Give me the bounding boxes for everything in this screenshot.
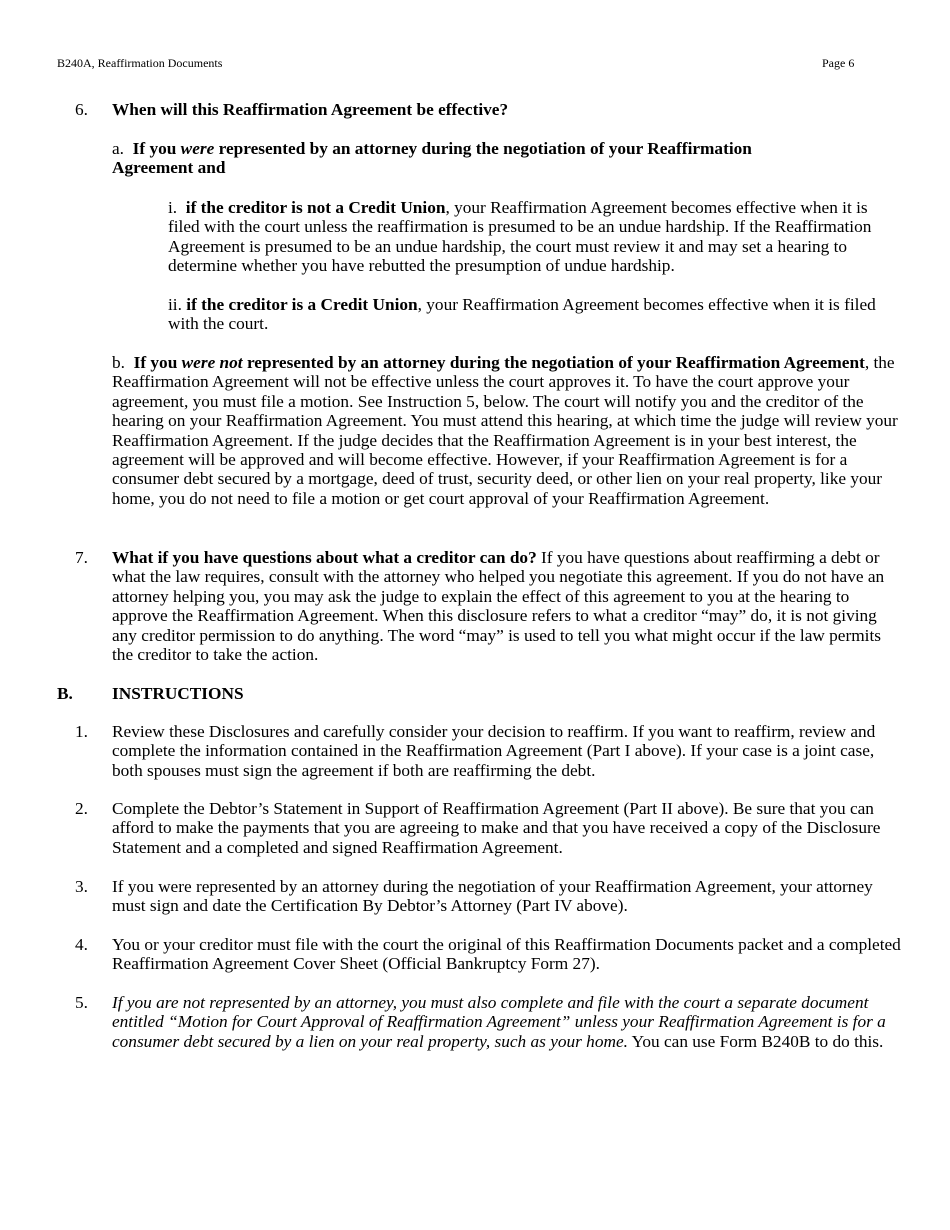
paragraph-a-ii [168, 295, 896, 334]
page-number: Page 6 [822, 56, 855, 70]
bold-text: represented by an attorney during the negotiation of your Reaffirmation Agreement and [112, 139, 752, 178]
item-prefix: ii. [168, 295, 182, 314]
instruction-number: 1. [75, 722, 88, 741]
emphasis-text: were [180, 139, 215, 158]
section-letter: B. [57, 684, 73, 703]
bold-text: represented by an attorney during the negotiation of your Reaffirmation Agreement [246, 353, 865, 372]
section-number: 6. [75, 100, 88, 119]
paragraph-a-i [168, 198, 896, 276]
paragraph-q7 [112, 548, 902, 664]
instruction-number: 2. [75, 799, 88, 818]
instruction-item: Complete the Debtor’s Statement in Support of Reaffirmation Agreement (Part II above). Be sure that you can afford to make the payments that you are agreeing to make and that you have received a copy of the Disclosure Statement and a completed and signed Reaffirmation Agreement. [112, 799, 881, 857]
instruction-item: You or your creditor must file with the court the original of this Reaffirmation Documents packet and a completed Reaffirmation Agreement Cover Sheet (Official Bankruptcy Form 27). [112, 935, 901, 974]
section-number: 7. [75, 548, 88, 567]
bold-text: If you [133, 353, 178, 372]
subsection-a [112, 139, 824, 178]
emphasis-text: If you are not represented by an attorney, you must also complete and file with the court a separate document entitled “Motion for Court Approval of Reaffirmation Agreement” unless your Reaffirmation Agreement is for a consumer debt secured by a lien on your real property, such as your home. [112, 993, 886, 1051]
instruction-number: 4. [75, 935, 88, 954]
bold-text: What if you have questions about what a creditor can do? [112, 548, 537, 567]
heading-text: When will this Reaffirmation Agreement be effective? [112, 100, 509, 119]
section-heading [112, 100, 902, 119]
subsection-prefix: b. [112, 353, 125, 372]
instruction-item: If you were represented by an attorney during the negotiation of your Reaffirmation Agreement, your attorney must sign and date the Certification By Debtor’s Attorney (Part IV above). [112, 877, 873, 916]
item-prefix: i. [168, 198, 178, 217]
body-text: If you have questions about reaffirming a debt or what the law requires, consult with the attorney who helped you negotiate this agreement. If you do not have an attorney helping you, you may ask the judge to explain the effect of this agreement to you at the hearing to approve the Reaffirmation Agreement. When this disclosure refers to what a creditor “may” do, it is not giving any creditor permission to do anything. The word “may” is used to tell you what might occur if the law permits the creditor to take the action. [112, 548, 885, 665]
paragraph-b [112, 353, 902, 508]
bold-text: if the creditor is a Credit Union [186, 295, 418, 314]
body-text: , your Reaffirmation Agreement becomes effective when it is filed with the court. [168, 295, 876, 334]
instruction-item: Review these Disclosures and carefully consider your decision to reaffirm. If you want to reaffirm, review and complete the information contained in the Reaffirmation Agreement (Part I above). If your case is a joint case, both spouses must sign the agreement if both are reaffirming the debt. [112, 722, 876, 780]
bold-text: if the creditor is not a Credit Union [185, 198, 446, 217]
instruction-item [112, 993, 902, 1051]
document-header-title: B240A, Reaffirmation Documents [57, 56, 223, 70]
body-text: You can use Form B240B to do this. [627, 1031, 884, 1051]
heading-text: INSTRUCTIONS [112, 684, 244, 703]
body-text: , your Reaffirmation Agreement becomes effective when it is filed with the court unless the reaffirmation is presumed to be an undue hardship. If the Reaffirmation Agreement is presumed to be an undue hardship, the court must review it and may set a hearing to determine whether you have rebutted the presumption of undue hardship. [168, 198, 872, 276]
instruction-number: 5. [75, 993, 88, 1012]
body-text: , the Reaffirmation Agreement will not be effective unless the court approves it. To have the court approve your agreement, you must file a motion. See Instruction 5, below. The court will notify you and the creditor of the hearing on your Reaffirmation Agreement. You must attend this hearing, at which time the judge will review your Reaffirmation Agreement. If the judge decides that the Reaffirmation Agreement is in your best interest, the agreement will be approved and will become effective. However, if your Reaffirmation Agreement is for a consumer debt secured by a mortgage, deed of trust, security deed, or other lien on your real property, like your home, you do not need to file a motion or get court approval of your Reaffirmation Agreement. [112, 353, 898, 508]
emphasis-text: were not [181, 353, 243, 372]
instruction-number: 3. [75, 877, 88, 896]
subsection-prefix: a. [112, 139, 124, 158]
section-heading [112, 684, 244, 703]
bold-text: If you [132, 139, 177, 158]
